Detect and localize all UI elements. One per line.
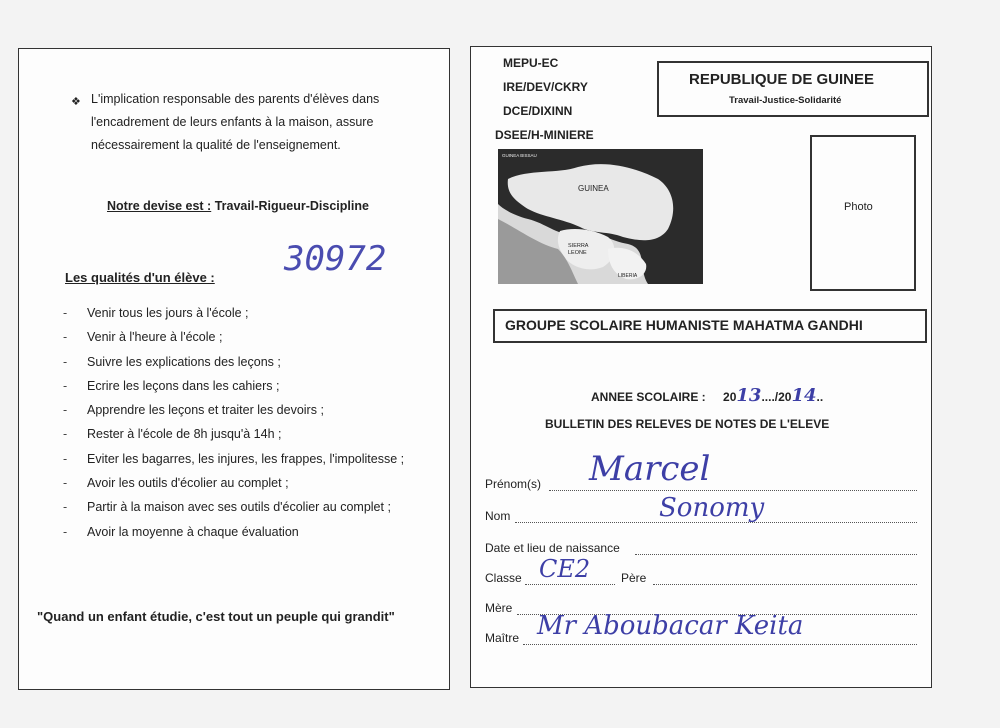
pere-label: Père	[621, 571, 647, 585]
list-item: - Apprendre les leçons et traiter les devoirs ;	[63, 403, 324, 418]
nom-label: Nom	[485, 509, 511, 523]
nom-value: Sonomy	[659, 493, 765, 523]
prenom-line	[549, 490, 917, 491]
annee-scolaire: ANNEE SCOLAIRE : 2013..../2014..	[591, 385, 824, 406]
map-label-sierra: SIERRA	[568, 243, 589, 249]
quote: "Quand un enfant étudie, c'est tout un peuple qui grandit"	[37, 609, 395, 624]
annee-prefix: 20	[723, 390, 737, 404]
prenom-label: Prénom(s)	[485, 477, 542, 491]
intro-line-1: L'implication responsable des parents d'élèves dans	[91, 92, 380, 106]
list-item: - Rester à l'école de 8h jusqu'à 14h ;	[63, 427, 282, 442]
school-name: GROUPE SCOLAIRE HUMANISTE MAHATMA GANDHI	[505, 317, 863, 333]
qualites-list	[63, 301, 404, 544]
code-line-1: MEPU-EC	[503, 56, 559, 70]
qualites-title: Les qualités d'un élève :	[65, 270, 215, 285]
devise-line	[107, 199, 369, 213]
guinea-map-image	[498, 149, 703, 284]
map-label-guinea: GUINEA	[578, 184, 609, 193]
maitre-line	[523, 644, 917, 645]
naissance-label: Date et lieu de naissance	[485, 541, 620, 555]
annee-year2: 14	[791, 385, 817, 406]
front-cover-panel	[470, 46, 932, 688]
list-item: - Venir à l'heure à l'école ;	[63, 330, 223, 345]
list-item: - Venir tous les jours à l'école ;	[63, 306, 249, 320]
classe-value: CE2	[539, 555, 591, 583]
republic-header-box	[657, 61, 929, 117]
intro-line-3: nécessairement la qualité de l'enseignement.	[91, 138, 341, 152]
bulletin-title: BULLETIN DES RELEVES DE NOTES DE L'ELEVE	[545, 417, 830, 431]
devise-label: Notre devise est :	[107, 199, 212, 213]
code-line-3: DCE/DIXINN	[503, 104, 573, 118]
code-line-2: IRE/DEV/CKRY	[503, 80, 588, 94]
intro-line-2: l'encadrement de leurs enfants à la maison, assure	[91, 115, 374, 129]
code-line-4: DSEE/H-MINIERE	[495, 128, 594, 142]
list-item: - Avoir la moyenne à chaque évaluation	[63, 524, 299, 539]
maitre-value: Mr Aboubacar Keita	[537, 611, 804, 641]
devise-value: Travail-Rigueur-Discipline	[214, 199, 369, 213]
school-name-box	[493, 309, 927, 343]
pere-line	[653, 584, 917, 585]
list-item: - Suivre les explications des leçons ;	[63, 354, 281, 369]
naissance-line	[635, 554, 917, 555]
mere-label: Mère	[485, 601, 513, 615]
classe-label: Classe	[485, 571, 522, 585]
list-item: - Avoir les outils d'écolier au complet ;	[63, 476, 289, 491]
annee-label: ANNEE SCOLAIRE :	[591, 390, 706, 404]
back-cover-panel	[18, 48, 450, 690]
photo-box	[810, 135, 916, 291]
republic-motto: Travail-Justice-Solidarité	[729, 95, 842, 106]
list-item: - Ecrire les leçons dans les cahiers ;	[63, 378, 280, 393]
annee-sep: /20	[774, 390, 792, 404]
list-item: - Eviter les bagarres, les injures, les frappes, l'impolitesse ;	[63, 451, 405, 466]
map-label-liberia: LIBERIA	[618, 273, 638, 279]
photo-label: Photo	[844, 201, 873, 213]
annee-year1: 13	[736, 385, 762, 406]
map-label-leone: LEONE	[568, 250, 587, 256]
map-label-guinea-bissau: GUINEA BISSAU	[502, 153, 537, 158]
list-item: - Partir à la maison avec ses outils d'écolier au complet ;	[63, 500, 391, 515]
prenom-value: Marcel	[589, 449, 711, 489]
bullet-icon: ❖	[71, 96, 81, 108]
maitre-label: Maître	[485, 631, 520, 645]
handwritten-number: 30972	[284, 239, 387, 279]
classe-line	[525, 584, 615, 585]
republic-title: REPUBLIQUE DE GUINEE	[689, 71, 875, 88]
